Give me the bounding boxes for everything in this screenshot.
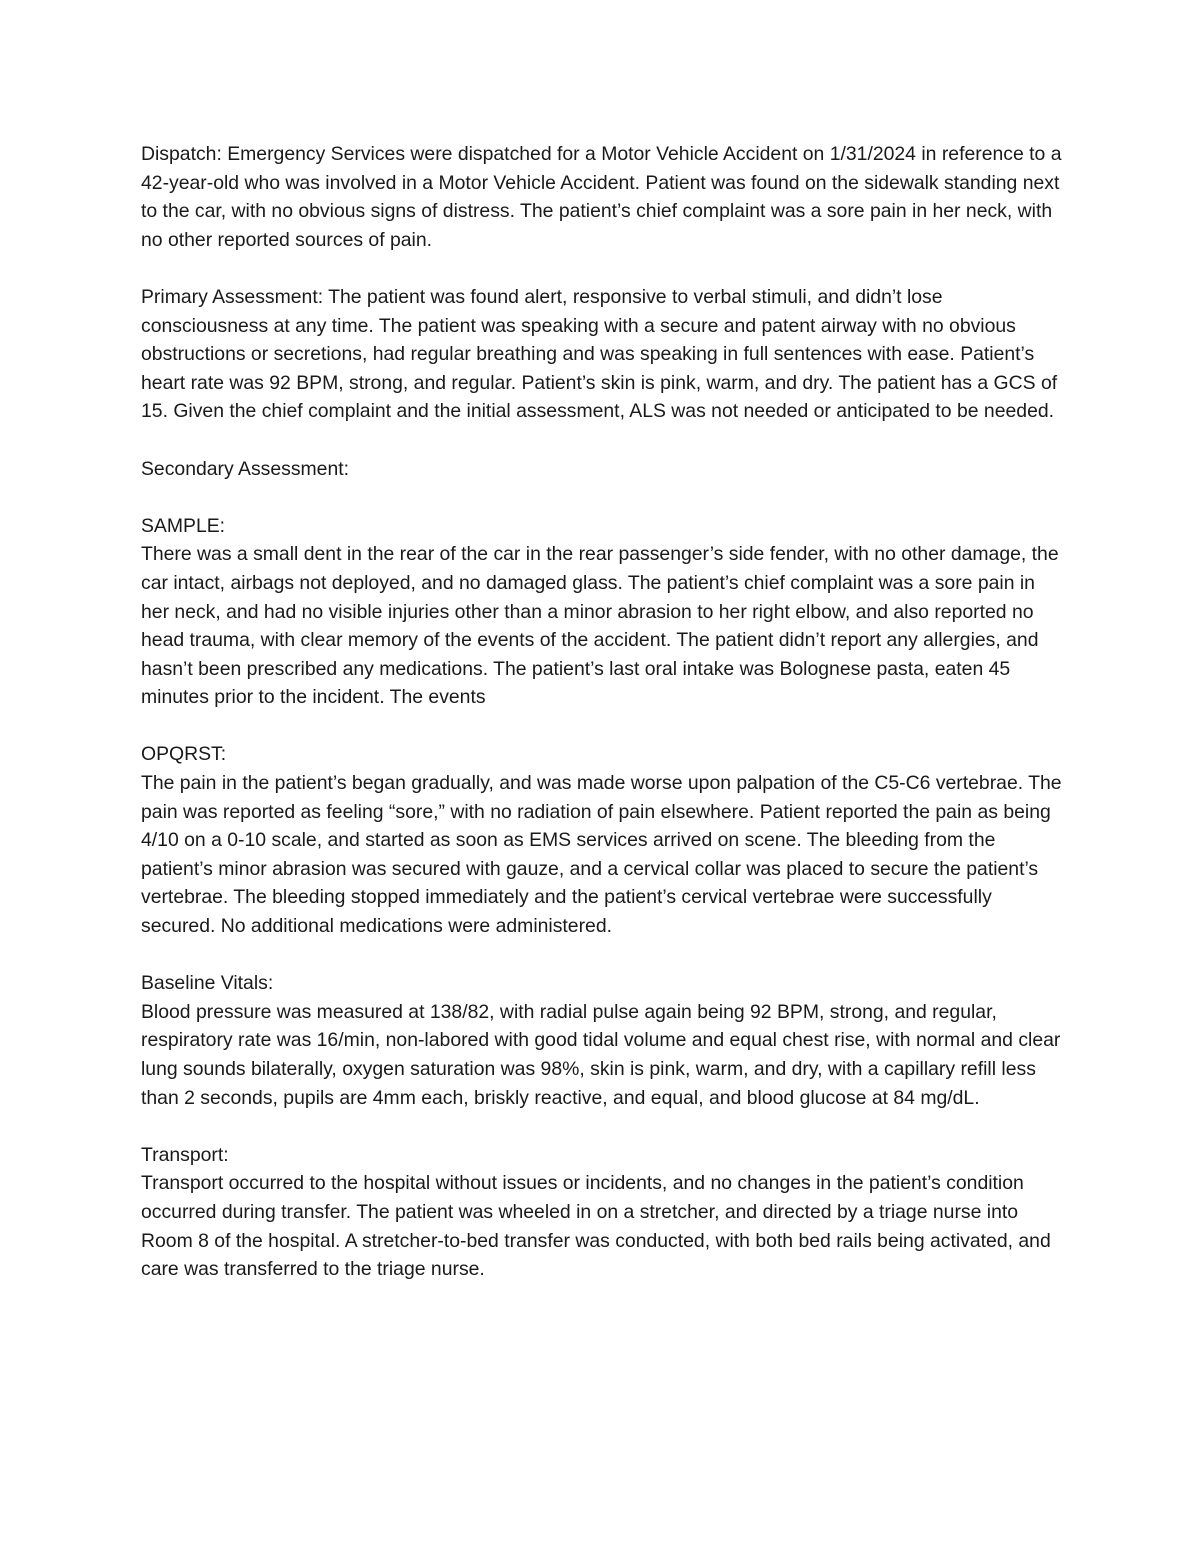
opqrst-text: The pain in the patient’s began gradually, and was made worse upon palpation of the C5-C6 vertebrae. The pain was reported as feeling “sore,” with no radiation of pain elsewhere. Patient reported the pain as being 4/10 on a 0-10 scale, and started as soon as EMS services arrived on scene. The bleeding from the patient’s minor abrasion was secured with gauze, and a cervical collar was placed to secure the patient’s vertebrae. The bleeding stopped immediately and the patient’s cervical vertebrae were successfully secured. No additional medications were administered. bbox=[141, 772, 1062, 938]
sample-text: There was a small dent in the rear of the car in the rear passenger’s side fender, with no other damage, the car intact, airbags not deployed, and no damaged glass. The patient’s chief complaint was a sore pain in her neck, and had no visible injuries other than a minor abrasion to her right elbow, and also reported no head trauma, with clear memory of the events of the accident. The patient didn’t report any allergies, and hasn’t been prescribed any medications. The patient’s last oral intake was Bolognese pasta, eaten 45 minutes prior to the incident. The events bbox=[141, 543, 1059, 709]
opqrst-heading: OPQRST: bbox=[141, 743, 227, 766]
baseline-vitals-heading: Baseline Vitals: bbox=[141, 972, 274, 995]
sample-heading: SAMPLE: bbox=[141, 514, 226, 537]
baseline-vitals-section bbox=[141, 969, 1066, 1112]
transport-text: Transport occurred to the hospital without issues or incidents, and no changes in the patient’s condition occurred during transfer. The patient was wheeled in on a stretcher, and directed by a triage nurse into Room 8 of the hospital. A stretcher-to-bed transfer was conducted, with both bed rails being activated, and care was transferred to the triage nurse. bbox=[141, 1172, 1051, 1281]
transport-heading: Transport: bbox=[141, 1143, 229, 1166]
dispatch-paragraph: Dispatch: Emergency Services were dispatched for a Motor Vehicle Accident on 1/31/2024 in reference to a 42-year-old who was involved in a Motor Vehicle Accident. Patient was found on the sidewalk standing next to the car, with no obvious signs of distress. The patient’s chief complaint was a sore pain in her neck, with no other reported sources of pain. bbox=[141, 143, 1062, 251]
primary-assessment-paragraph: Primary Assessment: The patient was found alert, responsive to verbal stimuli, and didn’t lose consciousness at any time. The patient was speaking with a secure and patent airway with no obvious obstructions or secretions, had regular breathing and was speaking in full sentences with ease. Patient’s heart rate was 92 BPM, strong, and regular. Patient’s skin is pink, warm, and dry. The patient has a GCS of 15. Given the chief complaint and the initial assessment, ALS was not needed or anticipated to be needed. bbox=[141, 285, 1058, 423]
document-body bbox=[141, 140, 1066, 1312]
sample-section bbox=[141, 512, 1066, 712]
transport-section bbox=[141, 1141, 1066, 1284]
baseline-vitals-text: Blood pressure was measured at 138/82, with radial pulse again being 92 BPM, strong, and regular, respiratory rate was 16/min, non-labored with good tidal volume and equal chest rise, with normal and clear lung sounds bilaterally, oxygen saturation was 98%, skin is pink, warm, and dry, with a capillary refill less than 2 seconds, pupils are 4mm each, briskly reactive, and equal, and blood glucose at 84 mg/dL. bbox=[141, 1000, 1061, 1109]
opqrst-section bbox=[141, 740, 1066, 940]
secondary-assessment-heading: Secondary Assessment: bbox=[141, 457, 350, 480]
